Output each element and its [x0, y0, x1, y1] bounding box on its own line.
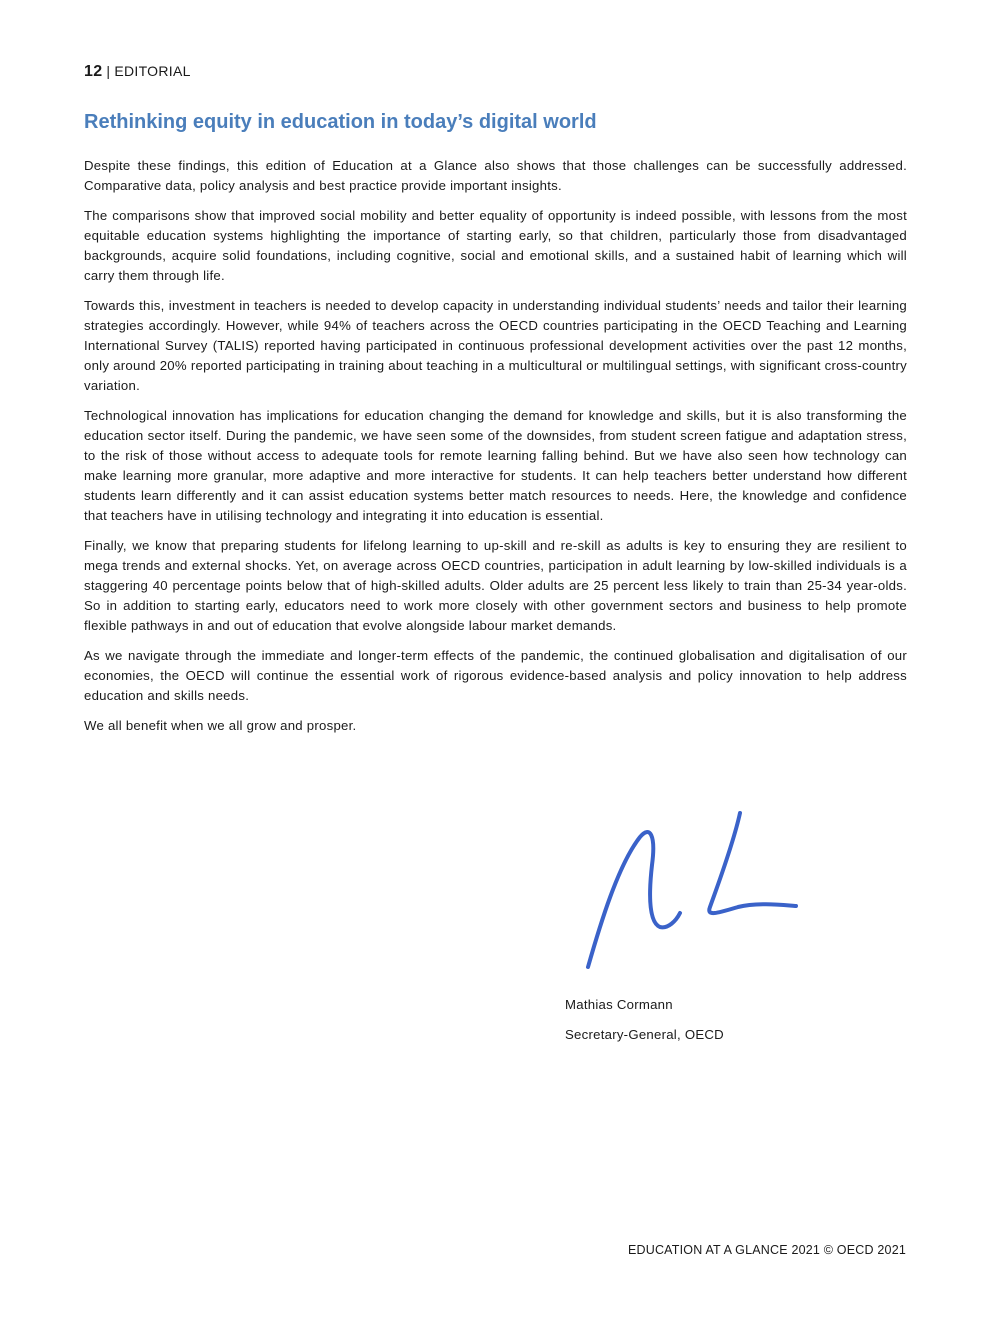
handwritten-signature — [578, 805, 808, 977]
signer-title: Secretary-General, OECD — [565, 1027, 724, 1042]
page-number: 12 — [84, 63, 103, 80]
editorial-body — [84, 156, 907, 746]
header-separator: | — [106, 63, 111, 79]
paragraph: Finally, we know that preparing students for lifelong learning to up-skill and re-skill as adults is key to ensuring they are resilient to mega trends and external shocks. Yet, on average across OECD countries, participation in adult learning by low-skilled individuals is a staggering 40 percentage points below that of high-skilled adults. Older adults are 25 percent less likely to train than 25-34 year-olds. So in addition to starting early, educators need to work more closely with other government sectors and business to help promote flexible pathways in and out of education that evolve alongside labour market demands. — [84, 538, 907, 633]
page-header — [84, 63, 191, 81]
paragraph: Despite these findings, this edition of Education at a Glance also shows that those challenges can be successfully addressed. Comparative data, policy analysis and best practice provide important insights. — [84, 158, 907, 193]
paragraph: We all benefit when we all grow and prosper. — [84, 718, 357, 733]
section-label: EDITORIAL — [114, 63, 191, 79]
paragraph: As we navigate through the immediate and longer-term effects of the pandemic, the continued globalisation and digitalisation of our economies, the OECD will continue the essential work of rigorous evidence-based analysis and policy innovation to help address education and skills needs. — [84, 648, 907, 703]
page-footer: EDUCATION AT A GLANCE 2021 © OECD 2021 — [627, 1243, 906, 1257]
paragraph: Towards this, investment in teachers is needed to develop capacity in understanding individual students’ needs and tailor their learning strategies accordingly. However, while 94% of teachers across the OECD countries participating in the OECD Teaching and Learning International Survey (TALIS) reported having participated in continuous professional development activities over the past 12 months, only around 20% reported participating in training about teaching in a multicultural or multilingual settings, with significant cross-country variation. — [84, 298, 907, 393]
paragraph: Technological innovation has implications for education changing the demand for knowledge and skills, but it is also transforming the education sector itself. During the pandemic, we have seen some of the downsides, from student screen fatigue and adaptation stress, to the risk of those without access to adequate tools for remote learning falling behind. But we have also seen how technology can make learning more granular, more adaptive and more interactive for students. It can help teachers better understand how different students learn differently and it can assist education systems better match resources to needs. Here, the knowledge and confidence that teachers have in utilising technology and integrating it into education is essential. — [84, 408, 907, 523]
signer-name: Mathias Cormann — [565, 997, 673, 1012]
page-title: Rethinking equity in education in today’s digital world — [84, 111, 597, 133]
paragraph: The comparisons show that improved social mobility and better equality of opportunity is indeed possible, with lessons from the most equitable education systems highlighting the importance of starting early, so that children, particularly those from disadvantaged backgrounds, acquire solid foundations, including cognitive, social and emotional skills, and a sustained habit of learning which will carry them through life. — [84, 208, 907, 283]
